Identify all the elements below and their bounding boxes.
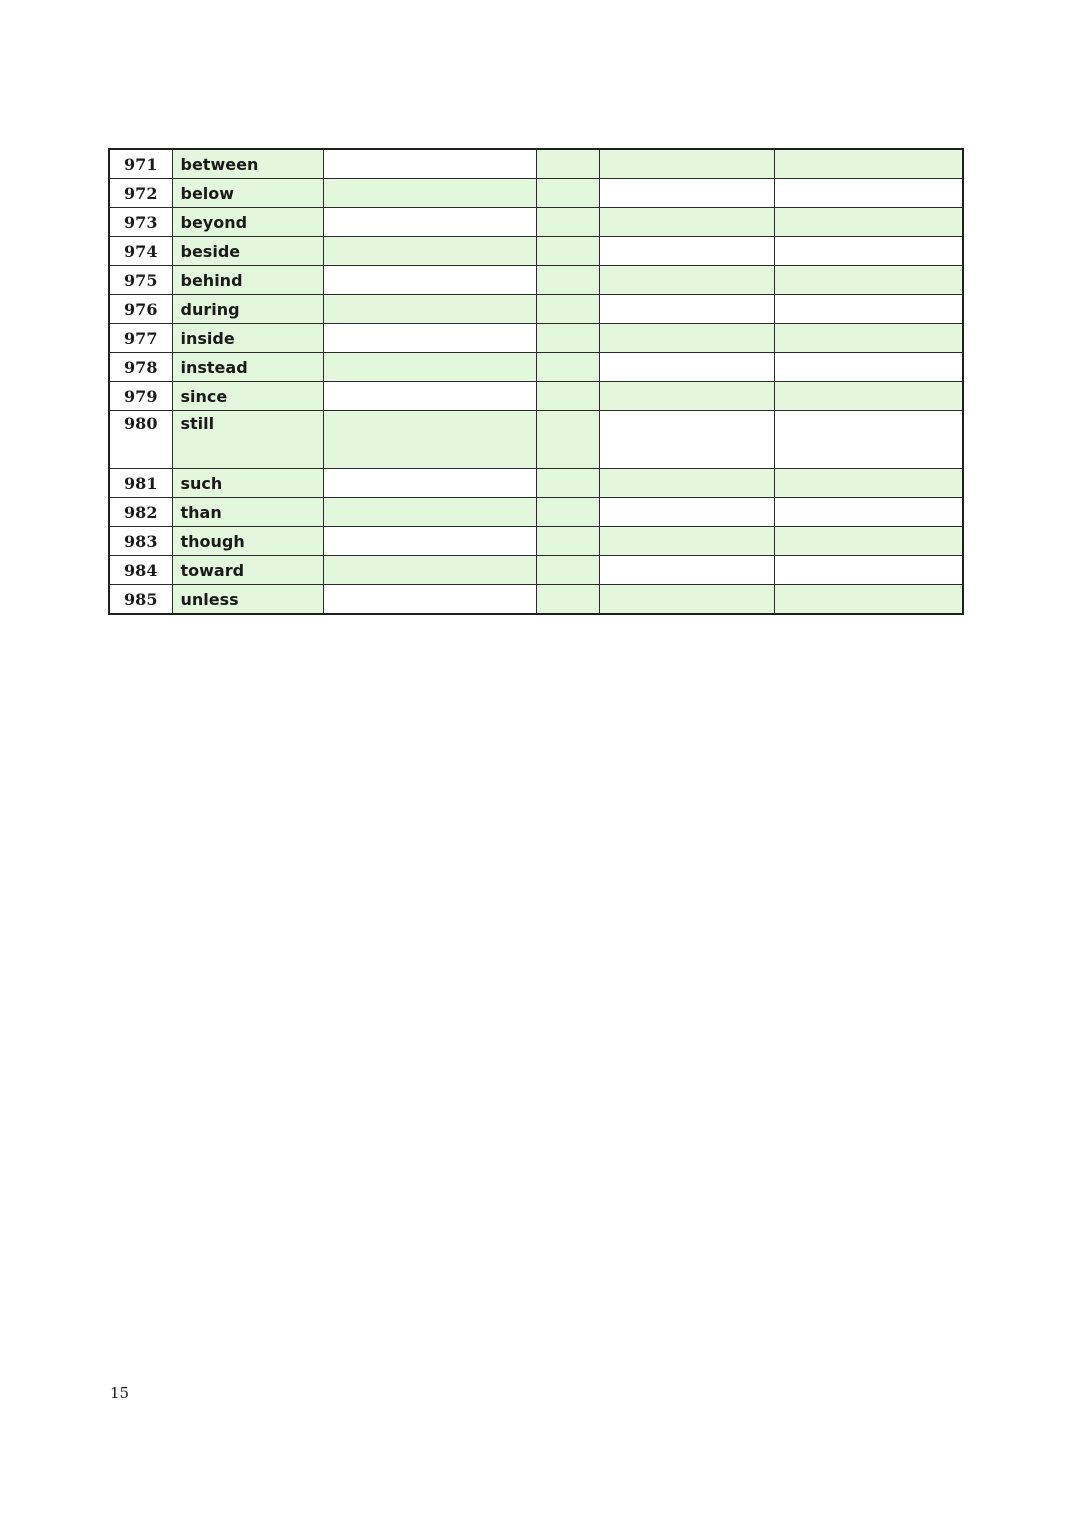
blank-cell xyxy=(599,498,774,527)
blank-cell xyxy=(536,469,599,498)
table-row xyxy=(109,585,963,615)
blank-cell xyxy=(774,295,963,324)
table-row xyxy=(109,179,963,208)
blank-cell xyxy=(774,324,963,353)
blank-cell xyxy=(323,237,536,266)
table-row xyxy=(109,237,963,266)
word-cell: between xyxy=(172,149,323,179)
blank-cell xyxy=(599,585,774,615)
blank-cell xyxy=(536,585,599,615)
blank-cell xyxy=(599,324,774,353)
row-number: 971 xyxy=(109,149,172,179)
page-number: 15 xyxy=(110,1384,130,1402)
word-cell: beside xyxy=(172,237,323,266)
blank-cell xyxy=(774,469,963,498)
blank-cell xyxy=(323,411,536,469)
vocabulary-table xyxy=(108,148,964,615)
blank-cell xyxy=(599,353,774,382)
blank-cell xyxy=(774,527,963,556)
blank-cell xyxy=(536,498,599,527)
blank-cell xyxy=(599,208,774,237)
row-number: 980 xyxy=(109,411,172,469)
blank-cell xyxy=(323,149,536,179)
blank-cell xyxy=(323,353,536,382)
row-number: 972 xyxy=(109,179,172,208)
blank-cell xyxy=(323,295,536,324)
blank-cell xyxy=(774,266,963,295)
table-row xyxy=(109,208,963,237)
blank-cell xyxy=(536,208,599,237)
row-number: 985 xyxy=(109,585,172,615)
word-cell: still xyxy=(172,411,323,469)
blank-cell xyxy=(323,208,536,237)
blank-cell xyxy=(599,295,774,324)
blank-cell xyxy=(774,179,963,208)
blank-cell xyxy=(774,237,963,266)
blank-cell xyxy=(774,382,963,411)
table-row xyxy=(109,266,963,295)
blank-cell xyxy=(599,469,774,498)
word-cell: during xyxy=(172,295,323,324)
blank-cell xyxy=(599,266,774,295)
table-row xyxy=(109,149,963,179)
blank-cell xyxy=(323,498,536,527)
blank-cell xyxy=(536,324,599,353)
table-row xyxy=(109,382,963,411)
blank-cell xyxy=(536,179,599,208)
blank-cell xyxy=(323,469,536,498)
row-number: 983 xyxy=(109,527,172,556)
blank-cell xyxy=(536,295,599,324)
table-row xyxy=(109,556,963,585)
table-row xyxy=(109,469,963,498)
blank-cell xyxy=(536,411,599,469)
row-number: 974 xyxy=(109,237,172,266)
word-cell: than xyxy=(172,498,323,527)
blank-cell xyxy=(323,556,536,585)
row-number: 981 xyxy=(109,469,172,498)
word-cell: since xyxy=(172,382,323,411)
blank-cell xyxy=(774,208,963,237)
row-number: 973 xyxy=(109,208,172,237)
blank-cell xyxy=(536,353,599,382)
blank-cell xyxy=(774,498,963,527)
row-number: 982 xyxy=(109,498,172,527)
blank-cell xyxy=(599,382,774,411)
word-cell: below xyxy=(172,179,323,208)
blank-cell xyxy=(323,324,536,353)
blank-cell xyxy=(323,382,536,411)
blank-cell xyxy=(599,179,774,208)
row-number: 984 xyxy=(109,556,172,585)
blank-cell xyxy=(599,149,774,179)
blank-cell xyxy=(536,556,599,585)
blank-cell xyxy=(774,353,963,382)
blank-cell xyxy=(774,556,963,585)
word-cell: behind xyxy=(172,266,323,295)
blank-cell xyxy=(774,585,963,615)
row-number: 977 xyxy=(109,324,172,353)
blank-cell xyxy=(536,266,599,295)
word-cell: beyond xyxy=(172,208,323,237)
blank-cell xyxy=(323,585,536,615)
table-row xyxy=(109,324,963,353)
table-row xyxy=(109,498,963,527)
blank-cell xyxy=(323,179,536,208)
blank-cell xyxy=(599,527,774,556)
table-row xyxy=(109,295,963,324)
row-number: 978 xyxy=(109,353,172,382)
blank-cell xyxy=(774,149,963,179)
blank-cell xyxy=(599,237,774,266)
table-row xyxy=(109,411,963,469)
blank-cell xyxy=(536,382,599,411)
blank-cell xyxy=(536,237,599,266)
word-cell: toward xyxy=(172,556,323,585)
blank-cell xyxy=(599,556,774,585)
table-row xyxy=(109,527,963,556)
row-number: 979 xyxy=(109,382,172,411)
blank-cell xyxy=(323,527,536,556)
blank-cell xyxy=(774,411,963,469)
blank-cell xyxy=(536,149,599,179)
blank-cell xyxy=(536,527,599,556)
word-cell: though xyxy=(172,527,323,556)
blank-cell xyxy=(599,411,774,469)
word-cell: inside xyxy=(172,324,323,353)
blank-cell xyxy=(323,266,536,295)
row-number: 976 xyxy=(109,295,172,324)
word-cell: such xyxy=(172,469,323,498)
word-cell: instead xyxy=(172,353,323,382)
word-cell: unless xyxy=(172,585,323,615)
table-row xyxy=(109,353,963,382)
row-number: 975 xyxy=(109,266,172,295)
